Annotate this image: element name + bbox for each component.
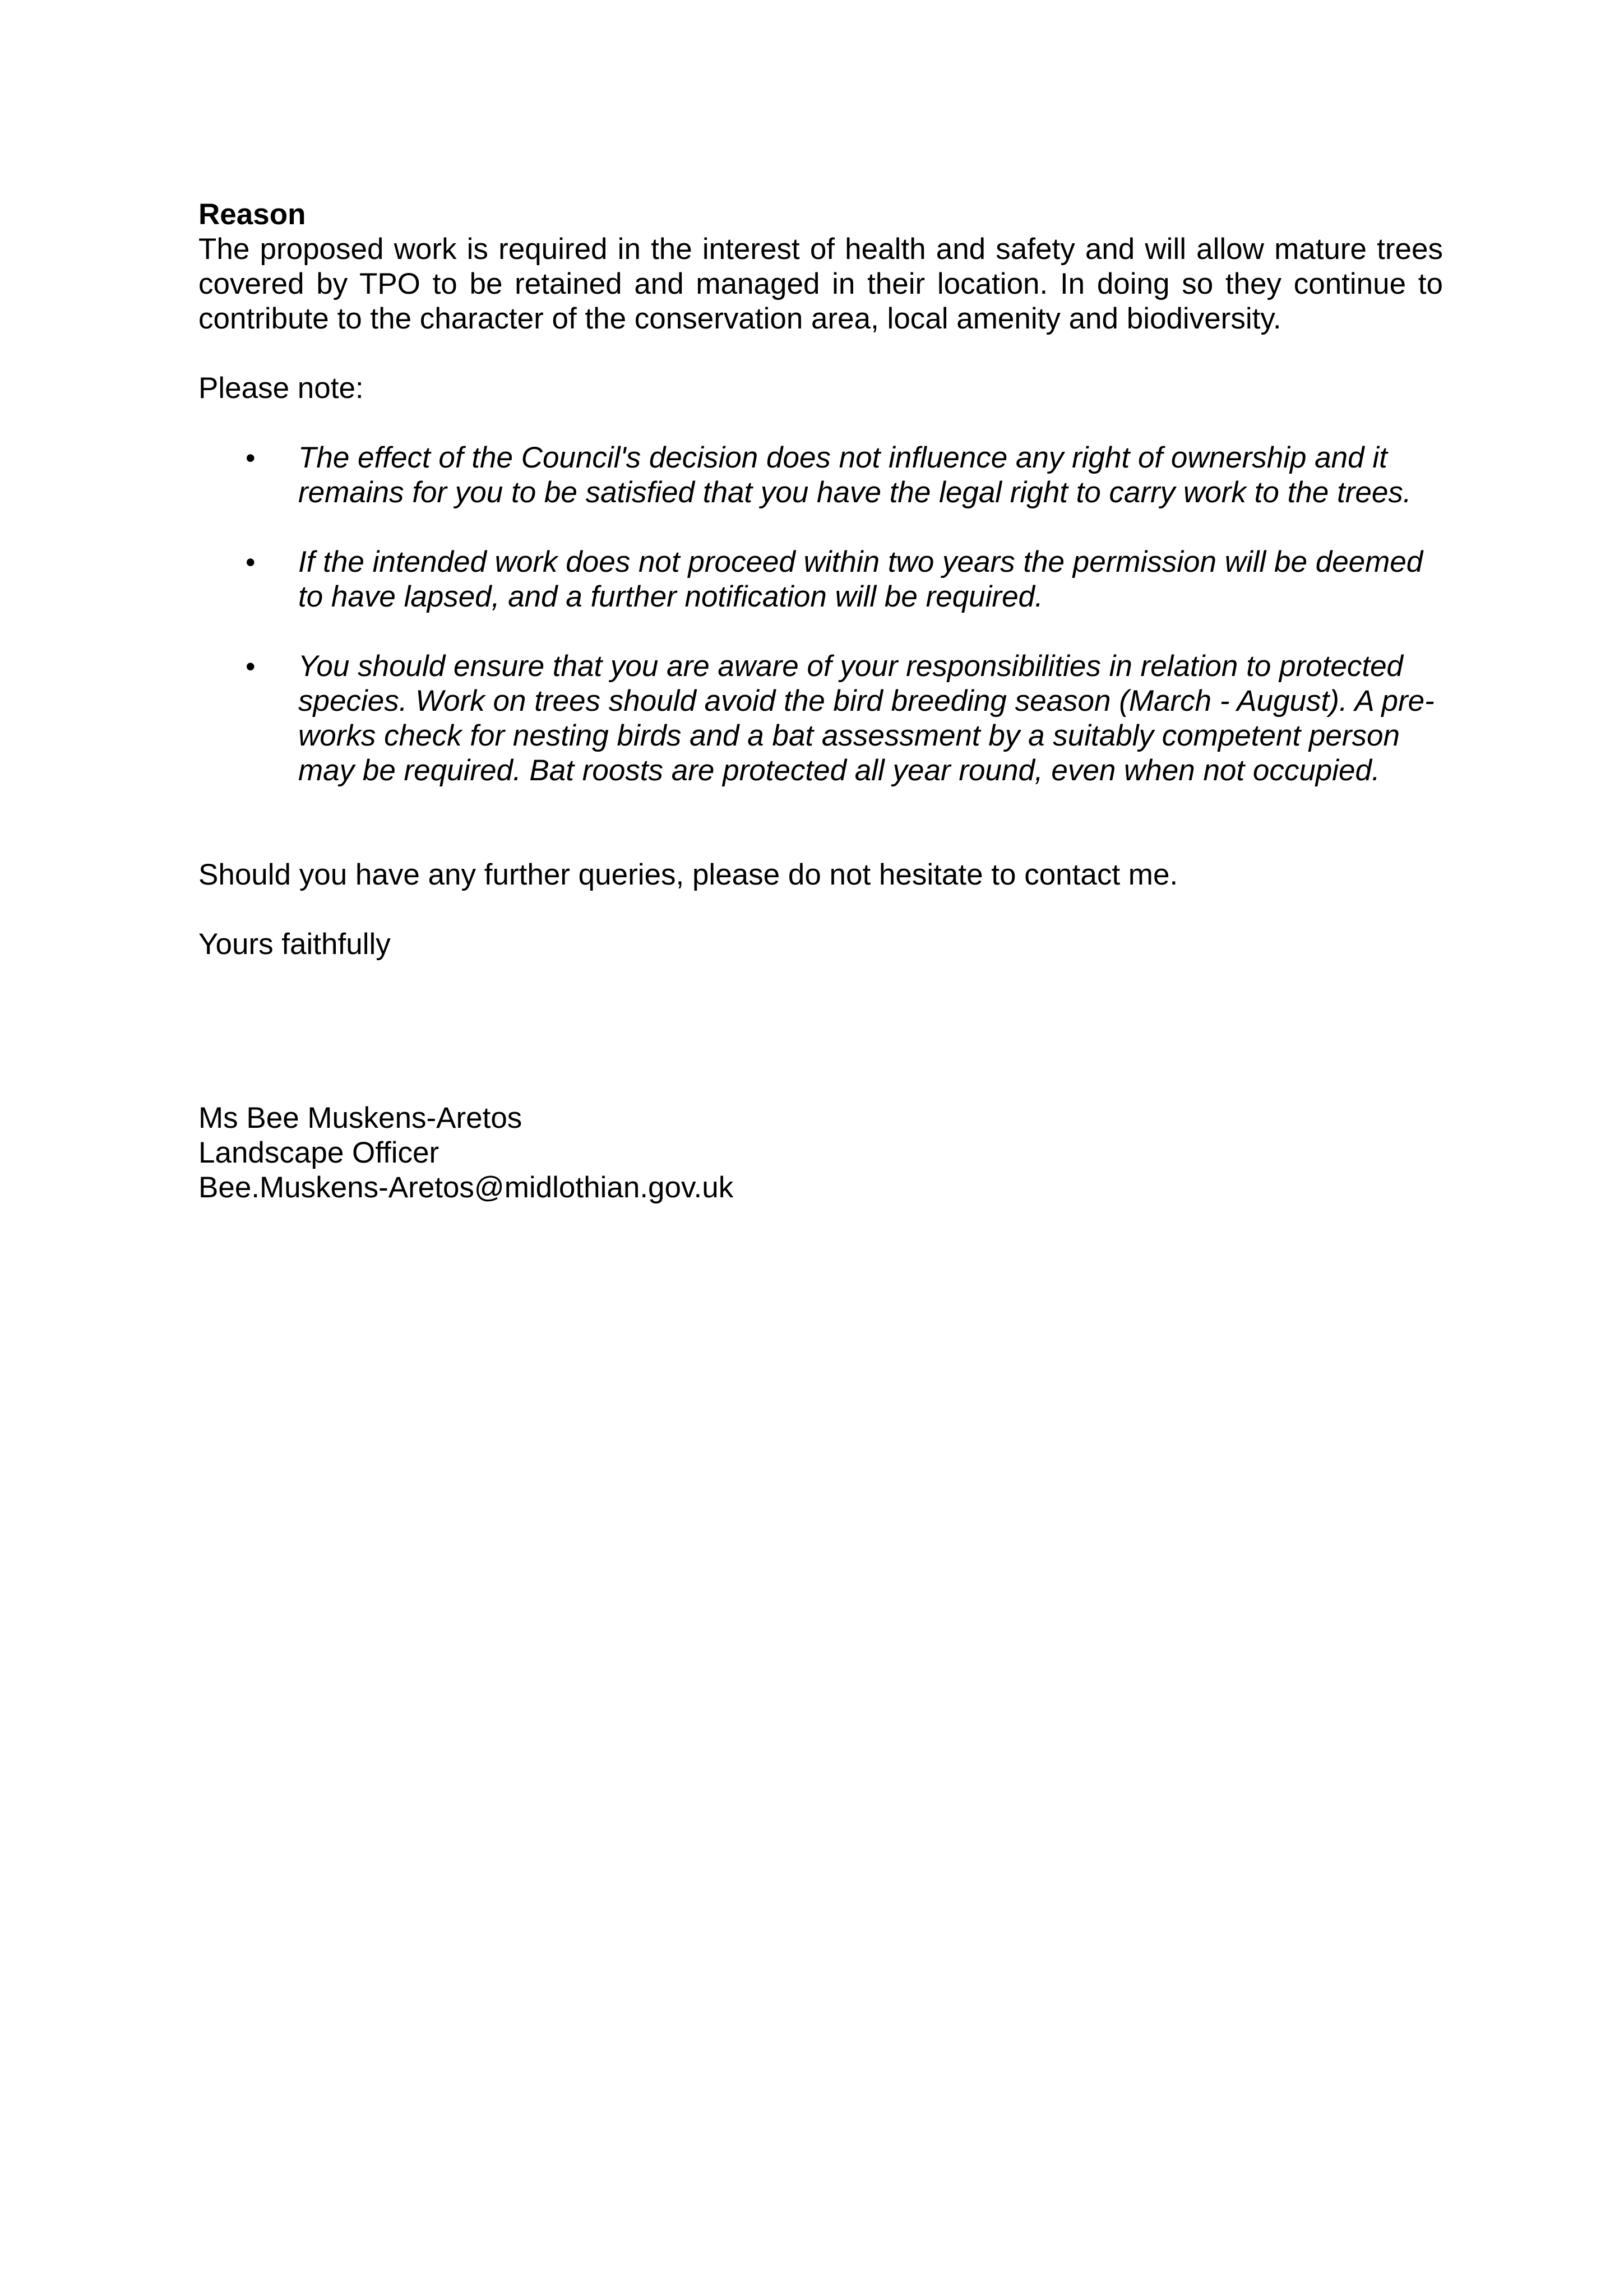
signature-space <box>198 962 1443 1101</box>
closing-queries: Should you have any further queries, please do not hesitate to contact me. <box>198 858 1178 891</box>
reason-heading: Reason <box>198 198 306 231</box>
bullet-icon: • <box>246 651 256 682</box>
spacer <box>198 892 1443 927</box>
note-item <box>198 545 1443 614</box>
spacer <box>198 788 1443 858</box>
reason-text: The proposed work is required in the interest of health and safety and will allow mature trees covered by TPO to be retained and managed in their location. In doing so they continue to contribute to the character of the conservation area, local amenity and biodiversity. <box>198 233 1443 335</box>
note-item <box>198 649 1443 788</box>
note-text: You should ensure that you are aware of your responsibilities in relation to protected species. Work on trees should avoid the bird breeding season (March - August). A pre-works check for nesting birds and a bat assessment by a suitably competent person may be required. Bat roosts are protected all year round, even when not occupied. <box>298 650 1435 787</box>
bullet-icon: • <box>246 442 256 474</box>
notes-list <box>198 441 1443 788</box>
note-text: The effect of the Council's decision does not influence any right of ownership and it remains for you to be satisfied that you have the legal right to carry work to the trees. <box>298 441 1412 509</box>
signatory-title: Landscape Officer <box>198 1136 439 1169</box>
bullet-icon: • <box>246 547 256 578</box>
closing-signoff: Yours faithfully <box>198 928 391 961</box>
letter-page <box>198 197 1443 1205</box>
note-item <box>198 441 1443 510</box>
signatory-name: Ms Bee Muskens-Aretos <box>198 1101 522 1135</box>
notes-intro: Please note: <box>198 372 364 405</box>
spacer <box>198 336 1443 371</box>
spacer <box>198 406 1443 441</box>
note-text: If the intended work does not proceed within two years the permission will be deemed to have lapsed, and a further notification will be required. <box>298 545 1423 613</box>
signatory-email: Bee.Muskens-Aretos@midlothian.gov.uk <box>198 1171 734 1204</box>
